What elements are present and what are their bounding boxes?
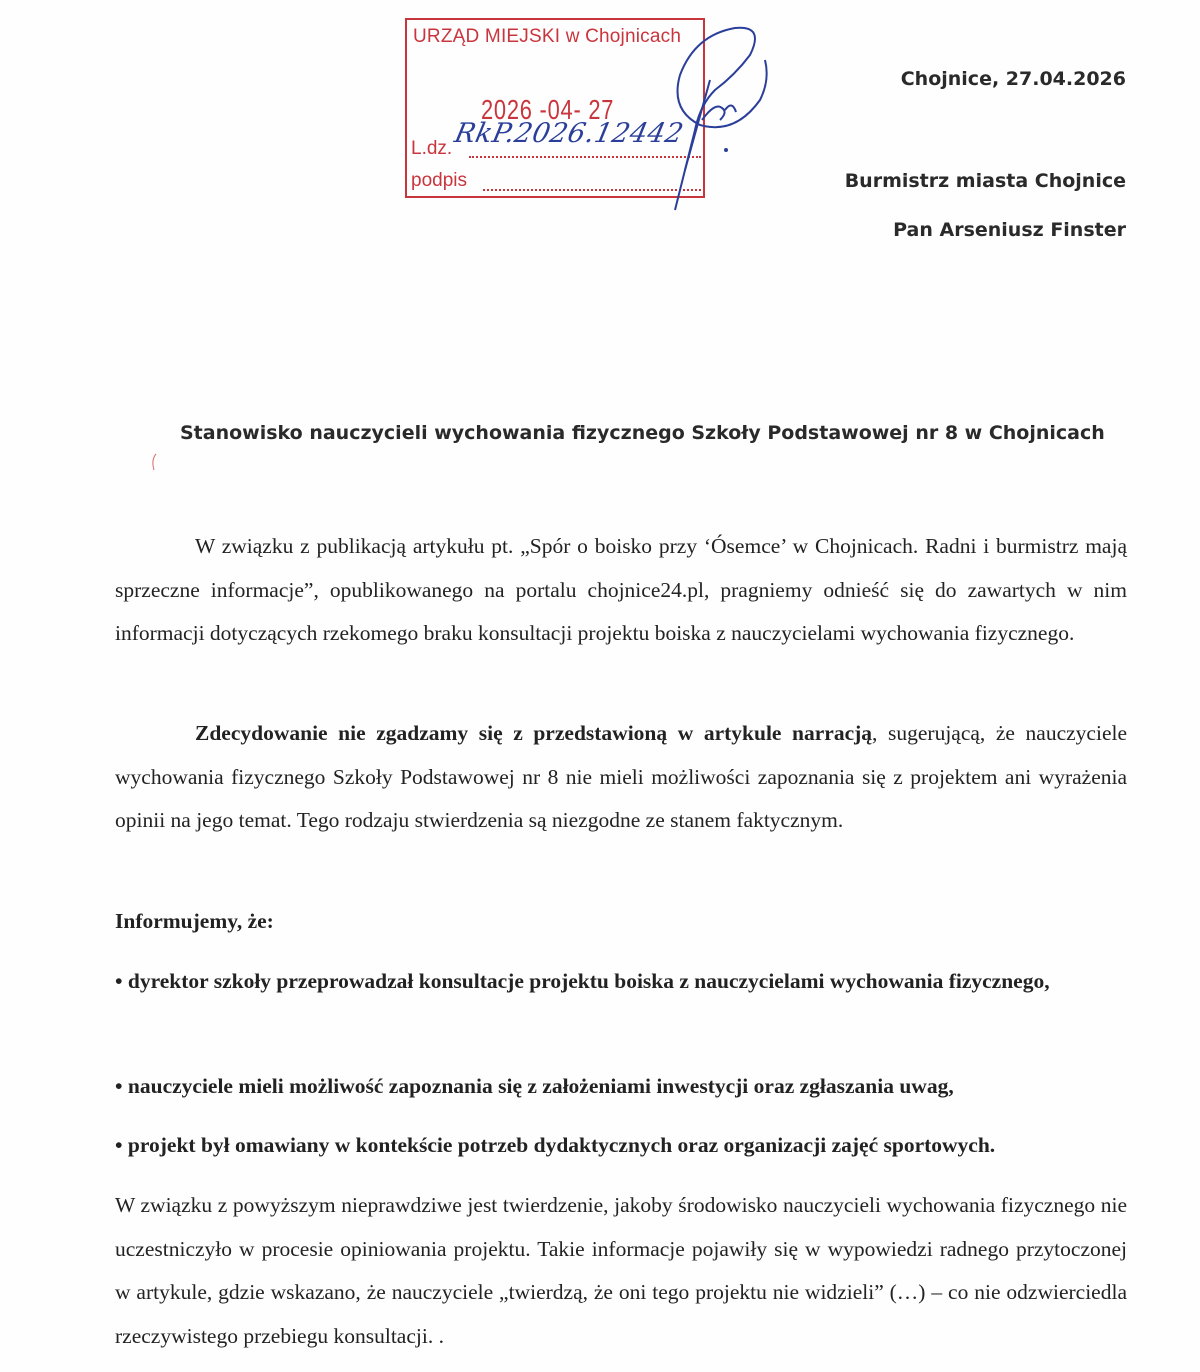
red-margin-mark [150, 452, 158, 472]
inform-heading: Informujemy, że: [115, 909, 274, 933]
paragraph-disagreement [115, 712, 1127, 843]
paragraph-disagreement-bold: Zdecydowanie nie zgadzamy się z przedstawioną w artykule narracją [195, 721, 873, 745]
bullet-item: • nauczyciele mieli możliwość zapoznania się z założeniami inwestycji oraz zgłaszania uwag, [115, 1074, 954, 1098]
paragraph-disagreement-rest: , sugerującą, że nauczyciele wychowania fizycznego Szkoły Podstawowej nr 8 nie mieli możliwości zapoznania się z projektem ani wyrażenia opinii na jego temat. Tego rodzaju stwierdzenia są niezgodne ze stanem faktycznym. [115, 721, 1128, 832]
place-and-date: Chojnice, 27.04.2026 [900, 68, 1126, 90]
signature-dot [724, 148, 728, 152]
stamp-title: URZĄD MIEJSKI w Chojnicach [413, 26, 682, 47]
stamp-date: 2026 -04- 27 [481, 94, 615, 125]
handwritten-signature [640, 20, 790, 220]
document-title: Stanowisko nauczycieli wychowania fizycznego Szkoły Podstawowej nr 8 w Chojnicach [180, 422, 1105, 444]
recipient-name: Pan Arseniusz Finster [893, 219, 1126, 241]
handwritten-registry-number: RkP.2026.12442 [451, 118, 687, 149]
bullet-item: • projekt był omawiany w kontekście potrzeb dydaktycznych oraz organizacji zajęć sportowych. [115, 1133, 996, 1157]
bullet-item: • dyrektor szkoły przeprowadzał konsultacje projektu boiska z nauczycielami wychowania fizycznego, [115, 969, 1050, 993]
recipient-title: Burmistrz miasta Chojnice [844, 170, 1126, 192]
stamp-ldz-label: L.dz. [411, 138, 453, 159]
stamp-podpis-label: podpis [411, 170, 467, 191]
paragraph-conclusion: W związku z powyższym nieprawdziwe jest twierdzenie, jakoby środowisko nauczycieli wychowania fizycznego nie uczestniczyło w procesie opiniowania projektu. Takie informacje pojawiły się w wypowiedzi radnego przytoczonej w artykule, gdzie wskazano, że nauczyciele „twierdzą, że oni tego projektu nie widzieli” (…) – co nie odzwierciedla rzeczywistego przebiegu konsultacji. . [115, 1193, 1127, 1348]
paragraph-intro: W związku z publikacją artykułu pt. „Spór o boisko przy ‘Ósemce’ w Chojnicach. Radni i burmistrz mają sprzeczne informacje”, opublikowanego na portalu chojnice24.pl, pragniemy odnieść się do zawartych w nim informacji dotyczących rzekomego braku konsultacji projektu boiska z nauczycielami wychowania fizycznego. [115, 534, 1127, 645]
